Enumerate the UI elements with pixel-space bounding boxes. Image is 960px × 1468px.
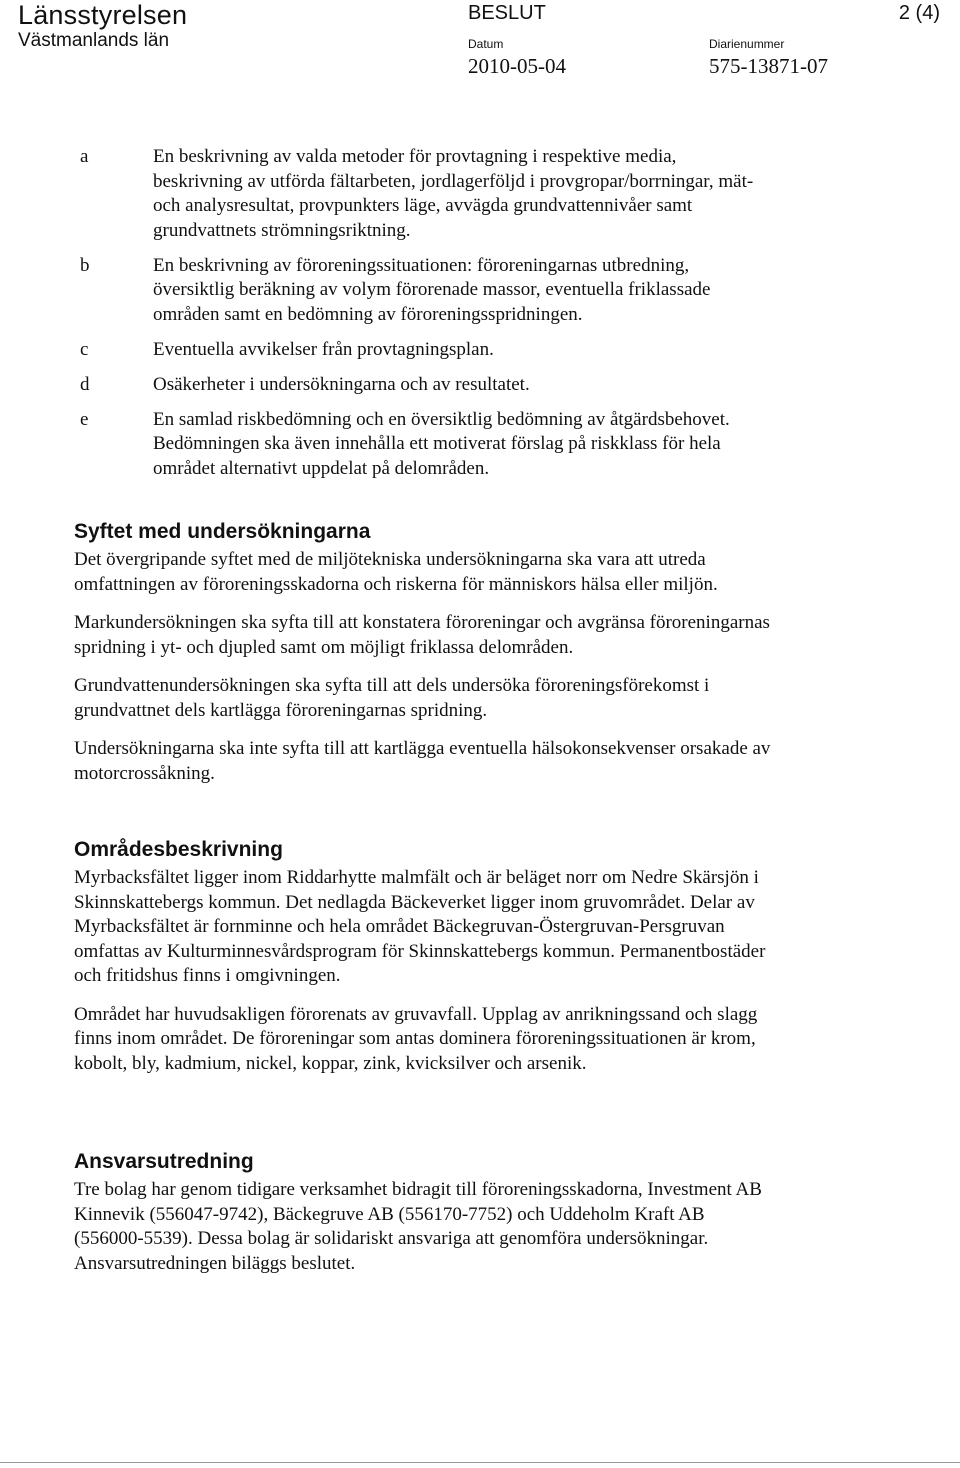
list-marker: e <box>80 408 89 430</box>
list-item-text: En beskrivning av valda metoder för provtagning i respektive media, beskrivning av utförda fältarbeten, jordlagerföljd i provgropar/borrningar, mät- och analysresultat, provpunkters läge, avvägda grundvattennivåer samt grundvattnets strömningsriktning. <box>153 146 754 241</box>
paragraph: Grundvattenundersökningen ska syfta till att dels undersöka föroreningsförekomst i grundvattnet dels kartlägga föroreningarnas spridning. <box>74 675 710 721</box>
authority-county: Västmanlands län <box>18 30 170 51</box>
list-marker: a <box>80 146 89 167</box>
section-heading: Ansvarsutredning <box>74 1150 254 1173</box>
paragraph: Undersökningarna ska inte syfta till att kartlägga eventuella hälsokonsekvenser orsakade av motorcrossåkning. <box>74 738 771 784</box>
document-type: BESLUT <box>468 2 546 24</box>
date-value: 2010-05-04 <box>468 54 566 78</box>
paragraph: Det övergripande syftet med de miljötekniska undersökningarna ska vara att utreda omfattningen av föroreningsskadorna och riskerna för människors hälsa eller miljön. <box>74 549 718 595</box>
list-item-text: Osäkerheter i undersökningarna och av resultatet. <box>153 373 530 395</box>
requirements-list <box>80 145 770 492</box>
paragraph: Tre bolag har genom tidigare verksamhet bidragit till föroreningsskadorna, Investment AB Kinnevik (556047-9742), Bäckegruve AB (556170-7752) och Uddeholm Kraft AB (556000-5539). Dessa bolag är solidariskt ansvariga att genomföra undersökningar. Ansvarsutredningen biläggs beslutet. <box>74 1179 762 1274</box>
paragraph: Området har huvudsakligen förorenats av gruvavfall. Upplag av anrikningssand och slagg finns inom området. De föroreningar som antas dominera föroreningssituationen är krom, kobolt, bly, kadmium, nickel, koppar, zink, kvicksilver och arsenik. <box>74 1003 758 1074</box>
list-item <box>80 373 770 398</box>
list-item <box>80 338 770 363</box>
section-heading: Områdesbeskrivning <box>74 838 283 861</box>
authority-name: Länsstyrelsen <box>18 0 188 30</box>
list-item-text: En beskrivning av föroreningssituationen: föroreningarnas utbredning, översiktlig beräkning av volym förorenade massor, eventuella friklassade områden samt en bedömning av föroreningsspridningen. <box>153 254 711 325</box>
list-item <box>80 145 770 243</box>
paragraph: Myrbacksfältet ligger inom Riddarhytte malmfält och är beläget norr om Nedre Skärsjön i Skinnskattebergs kommun. Det nedlagda Bäckeverket ligger inom gruvområdet. Delar av Myrbacksfältet är fornminne och hela området Bäckegruvan-Östergruvan-Persgruvan omfattas av Kulturminnesvårdsprogram för Skinnskattebergs kommun. Permanentbostäder och fritidshus finns i omgivningen. <box>74 867 766 986</box>
footer-rule <box>0 1462 960 1463</box>
paragraph: Markundersökningen ska syfta till att konstatera föroreningar och avgränsa föroreningarnas spridning i yt- och djupled samt om möjligt friklassa delområden. <box>74 612 770 658</box>
list-item-text: En samlad riskbedömning och en översiktlig bedömning av åtgärdsbehovet. Bedömningen ska även innehålla ett motiverat förslag på riskklass för hela området alternativt uppdelat på delområden. <box>153 408 730 479</box>
date-label: Datum <box>468 37 504 51</box>
section-liability <box>74 1150 774 1290</box>
list-item <box>80 254 770 328</box>
list-item <box>80 408 770 482</box>
section-area-description <box>74 838 774 1090</box>
list-marker: c <box>80 338 89 360</box>
list-item-text: Eventuella avvikelser från provtagningsplan. <box>153 338 494 360</box>
reference-label: Diarienummer <box>709 37 785 51</box>
section-purpose <box>74 520 774 800</box>
reference-value: 575-13871-07 <box>709 54 828 78</box>
list-marker: b <box>80 254 90 276</box>
section-heading: Syftet med undersökningarna <box>74 520 371 543</box>
page-number: 2 (4) <box>898 2 940 24</box>
list-marker: d <box>80 373 90 395</box>
